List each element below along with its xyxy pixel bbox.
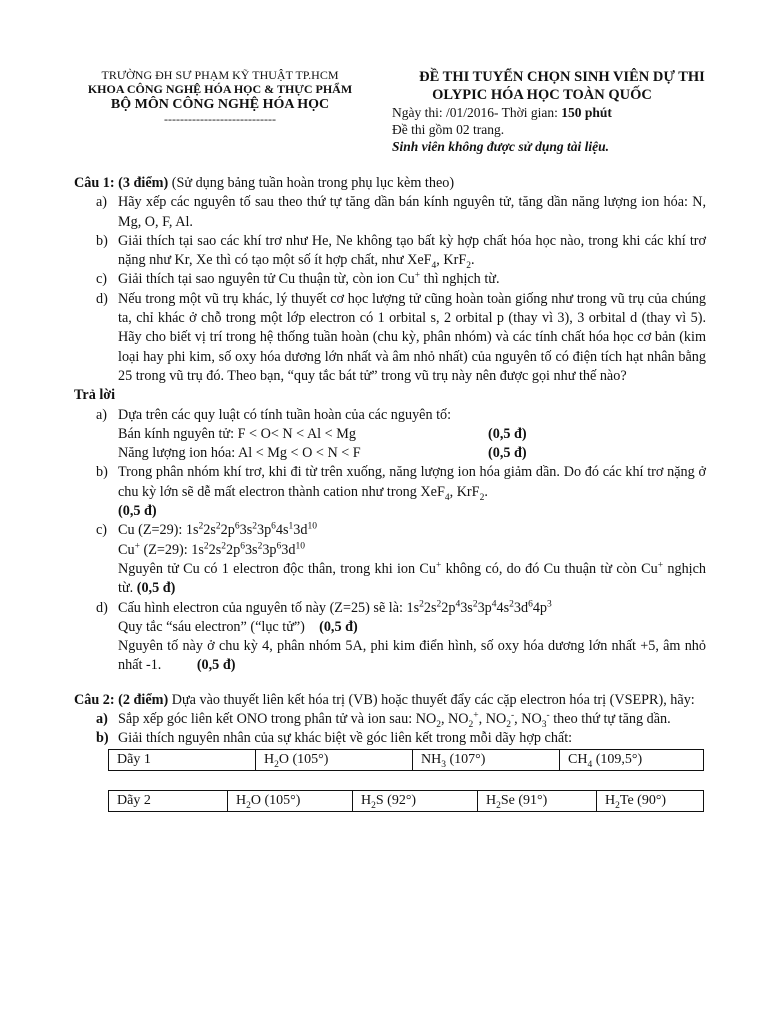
question-1c: c) Giải thích tại sao nguyên tử Cu thuận từ, còn ion Cu+ thì nghịch từ. (96, 270, 500, 288)
answer-c: c) Cu (Z=29): $1s^22s^22p^63s^23p^64s^13d^{10}$ Cu+ (Z=29): $1s^22s^22p^63s^23p^63d^{10}$ Nguyên tử Cu có 1 electron độc thân, trong khi ion Cu+ không có, do đó Cu thuận từ còn Cu+ nghịch từ. (0,5 đ) (96, 521, 706, 597)
table-cell: $NH_3$ (107°) (413, 749, 560, 770)
points-label: (0,5 đ) (319, 618, 358, 635)
points-label: (0,5 đ) (136, 580, 176, 597)
school-name: TRƯỜNG ĐH SƯ PHẠM KỸ THUẬT TP.HCM (101, 68, 339, 82)
question-1-title: Câu 1: (3 điểm) (Sử dụng bảng tuần hoàn trong phụ lục kèm theo) (74, 175, 455, 191)
table-cell: $CH_4$ (109,5°) (560, 749, 704, 770)
table-cell: $H_2Se$ (91°) (478, 790, 597, 811)
series-2-table (108, 790, 704, 812)
faculty-name: KHOA CÔNG NGHỆ HÓA HỌC & THỰC PHẨM (87, 82, 353, 96)
answer-b: b) Trong phân nhóm khí trơ, khi đi từ trên xuống, năng lượng ion hóa giảm dần. Do đó các khí trơ nặng ở chu kỳ lớn sẽ dễ mất electron thành cation như trong XeF$_4$, KrF$_2$. (0,5 đ) (96, 464, 706, 520)
exam-title-1: ĐỀ THI TUYỂN CHỌN SINH VIÊN DỰ THI (419, 69, 705, 85)
answer-d: d) Cấu hình electron của nguyên tố này (Z=25) sẽ là: $1s^22s^22p^43s^23p^44s^23d^64p^3$ Quy tắc “sáu electron” (“lục tử”) (0,5 đ) Nguyên tố này ở chu kỳ 4, phân nhóm 5A, phi kim điển hình, số oxy hóa dương lớn nhất +5, âm nhỏ nhất -1. (0,5 đ) (96, 598, 706, 674)
institution-header (70, 68, 370, 125)
header-separator: ---------------------------- (164, 112, 276, 126)
points-label: (0,5 đ) (118, 503, 157, 520)
series-1-table (108, 749, 704, 771)
table-cell: $H_2Te$ (90°) (597, 790, 704, 811)
answer-a: a) Dựa trên các quy luật có tính tuần hoàn của các nguyên tố: (96, 406, 452, 423)
exam-body (74, 174, 706, 812)
table-row (109, 749, 704, 770)
points-label: (0,5 đ) (488, 425, 527, 442)
question-2a: a) Sắp xếp góc liên kết ONO trong phân tử và ion sau: $NO_2$, $NO_2^+$, $NO_2^-$, $NO_3^-$ theo thứ tự tăng dần. (96, 710, 671, 730)
question-1a: a) Hãy xếp các nguyên tố sau theo thứ tự tăng dần bán kính nguyên tử, tăng dần năng lượng ion hóa: N, Mg, O, F, Al. (96, 194, 706, 230)
points-label: (0,5 đ) (196, 657, 236, 674)
exam-pages: Đề thi gồm 02 trang. (392, 122, 505, 137)
question-1d: d) Nếu trong một vũ trụ khác, lý thuyết cơ học lượng tử cũng hoàn toàn giống như trong vũ trụ của chúng ta, chỉ khác ở chỗ trong một lớp electron có 1 orbital s, 2 orbital p (thay vì 3), 3 orbital d (thay vì 5). Hãy cho biết vị trí trong hệ thống tuần hoàn (chu kỳ, phân nhóm) và các tính chất hóa học cơ bản (kim loại hay phi kim, số oxy hóa dương lớn nhất và âm nhỏ nhất) của nguyên tố có điện tích hạt nhân bằng 25 trong vũ trụ đó. Theo bạn, “quy tắc bát tử” trong vũ trụ này nên được gọi như thế nào? (96, 290, 706, 384)
answer-a-ionization: Năng lượng ion hóa: Al < Mg < O < N < F (0,5 đ) (74, 444, 706, 463)
exam-date-time: Ngày thi: /01/2016- Thời gian: 150 phút (392, 105, 612, 120)
points-label: (0,5 đ) (488, 445, 527, 462)
question-1b: b) Giải thích tại sao các khí trơ như He, Ne không tạo bất kỳ hợp chất hóa học nào, trong khi các khí trơ nặng như Kr, Xe thì có tạo một số ít hợp chất, như XeF$_4$, KrF$_2$. (96, 232, 706, 272)
table-row (109, 790, 704, 811)
question-2b: b) Giải thích nguyên nhân của sự khác biệt về góc liên kết trong mỗi dãy hợp chất: (96, 730, 573, 747)
exam-duration: 150 phút (561, 105, 612, 120)
question-2-title: Câu 2: (2 điểm) Dựa vào thuyết liên kết hóa trị (VB) hoặc thuyết đẩy các cặp electron hóa trị (VSEPR), hãy: (74, 691, 695, 708)
exam-note: Sinh viên không được sử dụng tài liệu. (392, 139, 609, 154)
exam-title-2: OLYPIC HÓA HỌC TOÀN QUỐC (432, 87, 652, 103)
department-name: BỘ MÔN CÔNG NGHỆ HÓA HỌC (110, 97, 330, 112)
series-label: Dãy 2 (109, 790, 228, 811)
exam-header (392, 68, 732, 155)
series-label: Dãy 1 (109, 749, 256, 770)
answer-a-radius: Bán kính nguyên tử: F < O< N < Al < Mg (0,5 đ) (74, 425, 706, 444)
table-cell: $H_2S$ (92°) (353, 790, 478, 811)
answer-title: Trả lời (74, 387, 116, 404)
table-cell: $H_2O$ (105°) (228, 790, 353, 811)
table-cell: $H_2O$ (105°) (256, 749, 413, 770)
